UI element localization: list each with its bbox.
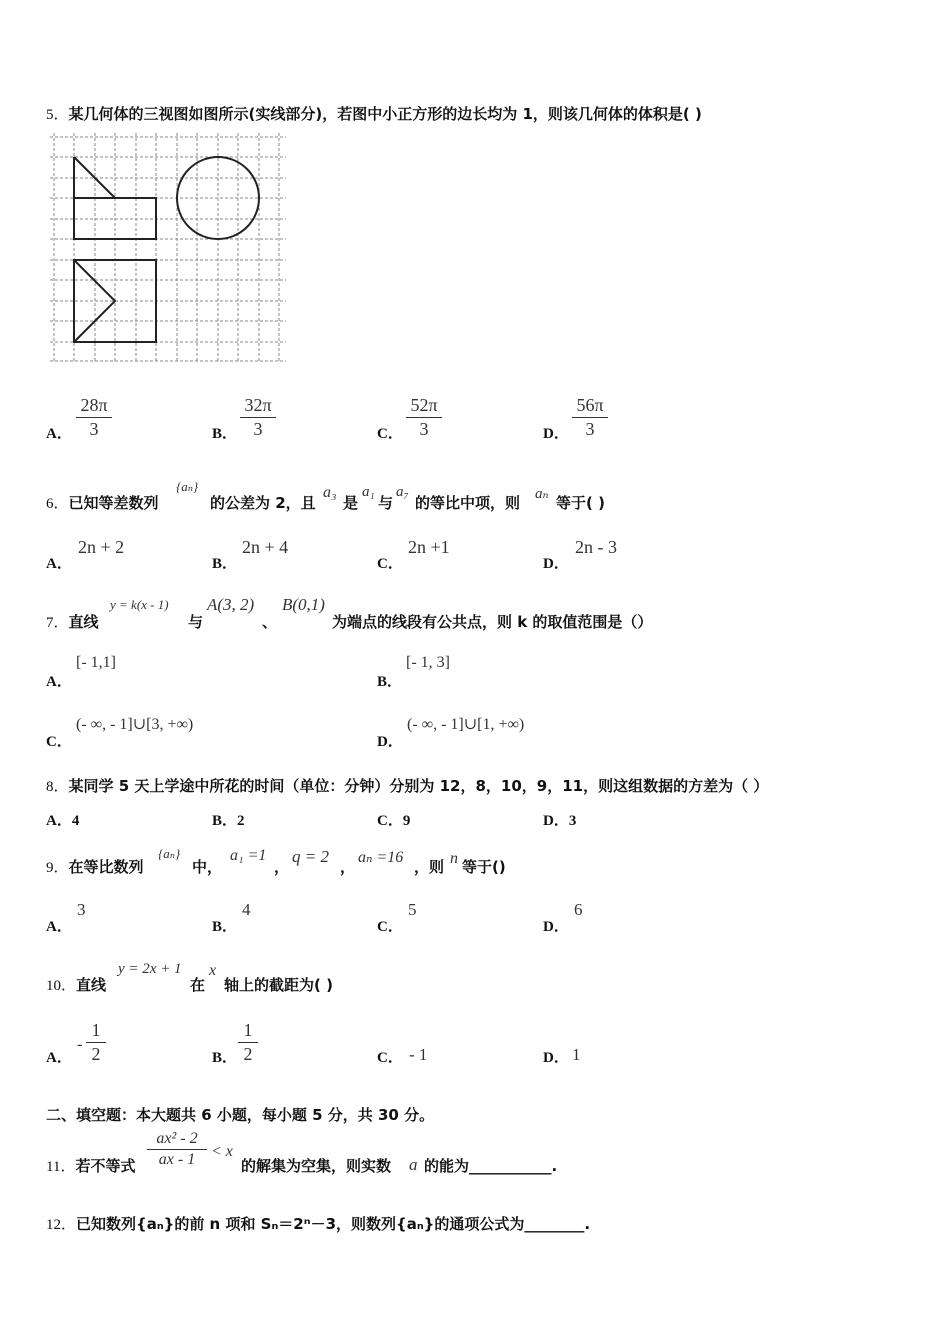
option-label: C． [377, 556, 403, 572]
question-text: 的等比中项，则 [415, 494, 521, 512]
option-b-value: [- 1, 3] [406, 654, 450, 671]
question-text: 若不等式 [75, 1157, 136, 1175]
option-c-value: - 1 [409, 1045, 428, 1064]
question-text: 直线 [76, 976, 107, 994]
option-a-value: [- 1,1] [76, 654, 116, 671]
question-text: 的能为___________. [424, 1157, 558, 1175]
question-text: 直线 [68, 613, 99, 631]
math-a1: a₁ [362, 484, 375, 500]
point-b: B(0,1) [282, 595, 325, 614]
option-label: C． [377, 1050, 403, 1066]
option-b-fraction: $\frac{32\pi}{3}$ [240, 395, 276, 440]
question-10 [46, 974, 106, 995]
option-label: B． [212, 426, 238, 442]
question-9 [46, 856, 144, 877]
option-d-fraction: $\frac{56\pi}{3}$ [572, 395, 608, 440]
question-number: 10． [46, 978, 77, 994]
question-6 [46, 492, 159, 513]
math-n: n [450, 850, 458, 867]
option-c-value: (- ∞, - 1]∪[3, +∞) [76, 716, 194, 733]
option-d-value: 6 [574, 900, 583, 919]
question-11 [46, 1155, 135, 1176]
option-label: A． [46, 556, 72, 572]
answer-blank[interactable]: ___________. [469, 1157, 558, 1175]
option-c-value: 5 [408, 900, 417, 919]
inequality-relation: < x [211, 1143, 233, 1160]
option-label: A． [46, 426, 72, 442]
option-label: D． [543, 426, 569, 442]
question-text: 在 [190, 976, 206, 994]
question-text: 某几何体的三视图如图所示(实线部分)，若图中小正方形的边长均为 1，则该几何体的体积是( ) [68, 105, 702, 123]
option-a-fraction: $\frac{28\pi}{3}$ [76, 395, 112, 440]
question-text: 某同学 5 天上学途中所花的时间（单位：分钟）分别为 12，8，10，9，11，则这组数据的方差为（ ） [68, 777, 769, 795]
sequence-symbol: {aₙ} [158, 846, 181, 861]
question-number: 12． [46, 1217, 77, 1233]
question-text: 为端点的线段有公共点，则 k 的取值范围是（） [332, 613, 653, 631]
question-text: 与 [188, 613, 204, 631]
option-d-value: 2n - 3 [575, 537, 617, 557]
question-text: 与 [378, 494, 394, 512]
option-label: B． [212, 556, 238, 572]
question-text: 在等比数列 [68, 858, 144, 876]
option-label: A． [46, 674, 72, 690]
question-text: 轴上的截距为( ) [224, 976, 333, 994]
math-q: q = 2 [292, 847, 329, 866]
option-label: C． [377, 919, 403, 935]
option-c-value: 2n +1 [408, 537, 450, 557]
question-number: 6． [46, 496, 69, 512]
point-a: A(3, 2) [207, 595, 255, 614]
option-c: C．9 [377, 813, 411, 829]
line-equation: y = 2x + 1 [118, 961, 182, 977]
option-b-value: 4 [242, 900, 251, 919]
option-b-fraction: $\frac{1}{2}$ [238, 1020, 258, 1065]
option-d: D．3 [543, 813, 577, 829]
question-8 [46, 775, 768, 796]
option-label: A． [46, 1050, 72, 1066]
option-label: B． [212, 1050, 238, 1066]
option-label: D． [377, 734, 403, 750]
question-text: ， [340, 858, 356, 876]
math-x: x [209, 962, 217, 979]
question-number: 7． [46, 615, 69, 631]
question-text: 已知数列{aₙ}的前 n 项和 Sₙ＝2ⁿ－3，则数列{aₙ}的通项公式为 [76, 1215, 525, 1233]
question-text: ，则 [414, 858, 445, 876]
question-text: 的公差为 2，且 [210, 494, 316, 512]
math-an: aₙ =16 [358, 849, 404, 866]
question-text: 的解集为空集，则实数 [241, 1157, 392, 1175]
inequality-fraction: $\frac{\text{ax² - 2}}{ax - 1}$ [147, 1130, 207, 1169]
math-an: aₙ [535, 486, 549, 502]
math-a1: a₁ =1 [230, 847, 267, 864]
option-a-value: 3 [77, 900, 86, 919]
math-a: a [409, 1155, 418, 1174]
question-number: 8． [46, 779, 69, 795]
math-a7: a₇ [396, 484, 409, 500]
question-12 [46, 1213, 590, 1234]
option-label: C． [377, 426, 403, 442]
question-7 [46, 611, 99, 632]
answer-blank[interactable]: ________. [524, 1215, 591, 1233]
option-a-fraction: $\frac{1}{2}$ [86, 1020, 106, 1065]
line-equation: y = k(x - 1) [110, 597, 169, 612]
option-d-value: (- ∞, - 1]∪[1, +∞) [407, 716, 525, 733]
question-text: 中， [192, 858, 223, 876]
option-label: A． [46, 919, 72, 935]
option-b: B．2 [212, 813, 245, 829]
question-text: 已知等差数列 [68, 494, 159, 512]
option-label: D． [543, 1050, 569, 1066]
option-b-value: 2n + 4 [242, 537, 289, 557]
question-text: 、 [262, 613, 278, 631]
question-5 [46, 103, 702, 124]
option-label: B． [377, 674, 403, 690]
question-text: 等于() [462, 858, 506, 876]
sequence-symbol: {aₙ} [176, 479, 199, 494]
section-heading: 二、填空题：本大题共 6 小题，每小题 5 分，共 30 分。 [46, 1106, 435, 1124]
option-c-fraction: $\frac{52\pi}{3}$ [406, 395, 442, 440]
option-a-value: 2n + 2 [78, 537, 125, 557]
question-number: 11． [46, 1159, 76, 1175]
option-label: D． [543, 556, 569, 572]
option-d-value: 1 [572, 1045, 581, 1064]
question-text: 等于( ) [556, 494, 605, 512]
question-number: 5． [46, 107, 69, 123]
option-label: C． [46, 734, 72, 750]
question-text: 是 [343, 494, 359, 512]
three-view-figure [50, 133, 290, 365]
math-a3: a₃ [323, 484, 337, 501]
option-a: A．4 [46, 813, 80, 829]
option-a-sign: - [77, 1036, 83, 1053]
option-label: D． [543, 919, 569, 935]
option-label: B． [212, 919, 238, 935]
question-number: 9． [46, 860, 69, 876]
question-text: ， [274, 858, 290, 876]
